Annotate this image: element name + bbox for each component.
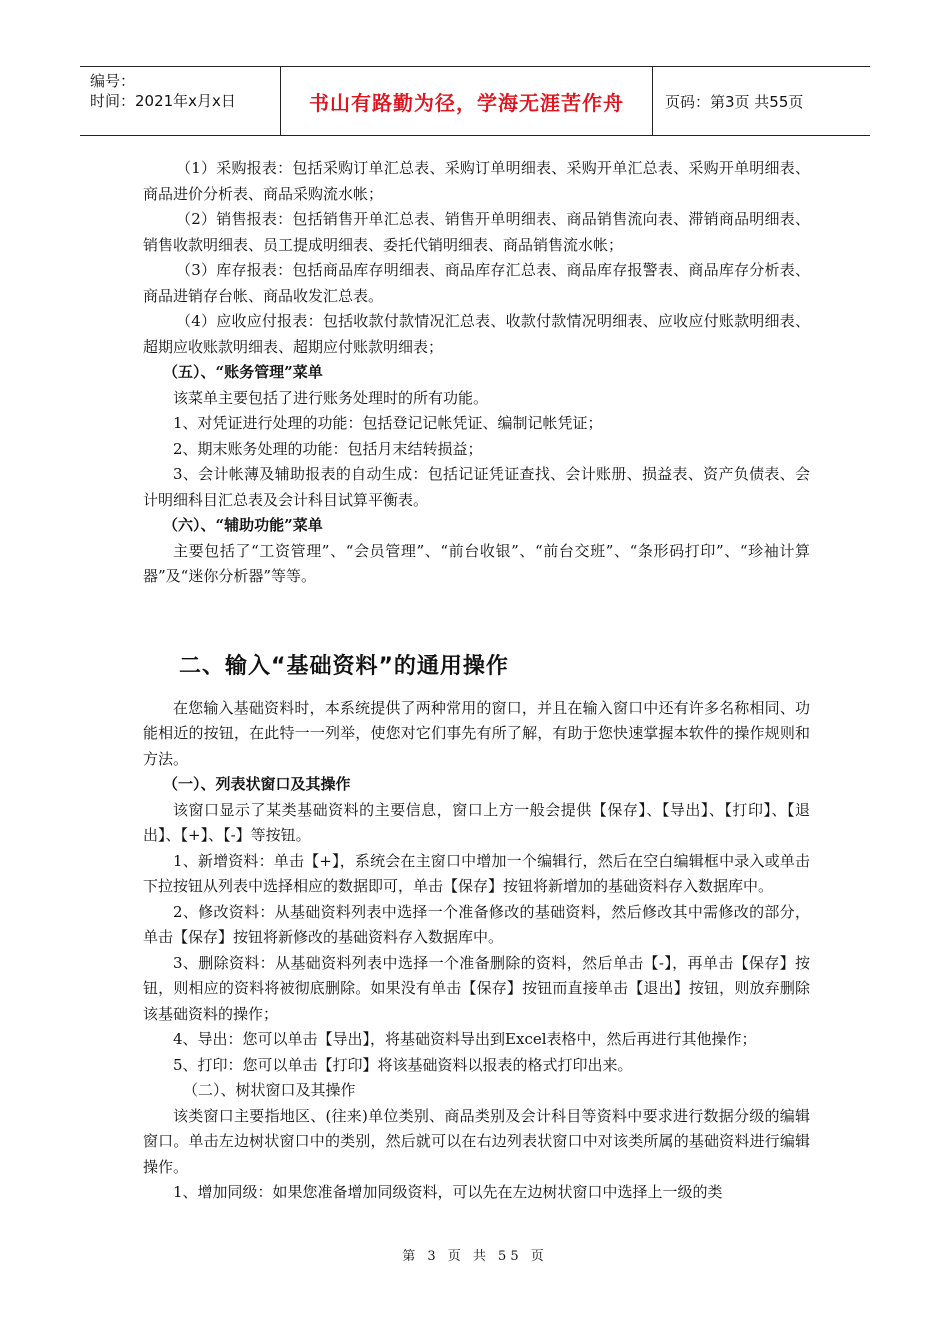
subsection-title: （一）、列表状窗口及其操作 (163, 775, 351, 793)
document-body (143, 156, 810, 1206)
subsection-title: （二）、树状窗口及其操作 (183, 1081, 356, 1099)
subsection-line: 2、修改资料：从基础资料列表中选择一个准备修改的基础资料，然后修改其中需修改的部分，单击【保存】按钮将新修改的基础资料存入数据库中。 (143, 902, 810, 946)
chapter-intro: 在您输入基础资料时，本系统提供了两种常用的窗口，并且在输入窗口中还有许多名称相同、功能相近的按钮，在此特一一列举，使您对它们事先有所了解，有助于您快速掌握本软件的操作规则和方法。 (143, 698, 810, 768)
section-line: 主要包括了“工资管理”、“会员管理”、“前台收银”、“前台交班”、“条形码打印”、“珍袖计算器”及“迷你分析器”等等。 (143, 541, 810, 585)
section-line: 2、期末账务处理的功能：包括月末结转损益； (173, 439, 483, 458)
subsection-line: 1、增加同级：如果您准备增加同级资料，可以先在左边树状窗口中选择上一级的类 (173, 1183, 723, 1201)
section-line: 3、会计帐薄及辅助报表的自动生成：包括记证凭证查找、会计账册、损益表、资产负债表、会计明细科目汇总表及会计科目试算平衡表。 (143, 465, 810, 509)
subsection-line: 1、新增资料：单击【+】，系统会在主窗口中增加一个编辑行，然后在空白编辑框中录入或单击下拉按钮从列表中选择相应的数据即可，单击【保存】按钮将新增加的基础资料存入数据库中。 (143, 851, 810, 895)
subsection-line: 3、删除资料：从基础资料列表中选择一个准备删除的资料，然后单击【-】，再单击【保存】按钮，则相应的资料将被彻底删除。如果没有单击【保存】按钮而直接单击【退出】按钮，则放弃删除该基础资料的操作； (143, 953, 810, 1023)
subsection-line: 4、导出：您可以单击【导出】，将基础资料导出到Excel表格中，然后再进行其他操作； (173, 1030, 757, 1048)
subsection-line: 该窗口显示了某类基础资料的主要信息，窗口上方一般会提供【保存】、【导出】、【打印】、【退出】、【+】、【-】等按钮。 (143, 800, 810, 844)
number-label: 编号： (90, 72, 136, 90)
report-paragraph: （1）采购报表：包括采购订单汇总表、采购订单明细表、采购开单汇总表、采购开单明细表、商品进价分析表、商品采购流水帐； (143, 159, 810, 203)
section-title: （六）、“辅助功能”菜单 (163, 516, 323, 534)
report-paragraph: （3）库存报表：包括商品库存明细表、商品库存汇总表、商品库存报警表、商品库存分析表、商品进销存台帐、商品收发汇总表。 (143, 261, 810, 305)
section-line: 该菜单主要包括了进行账务处理时的所有功能。 (173, 388, 489, 407)
section-title: （五）、“账务管理”菜单 (163, 363, 323, 381)
date-line: 时间：2021年x月x日 (90, 92, 236, 110)
section-line: 1、对凭证进行处理的功能：包括登记记帐凭证、编制记帐凭证； (173, 414, 603, 432)
report-paragraph: （4）应收应付报表：包括收款付款情况汇总表、收款付款情况明细表、应收应付账款明细表、超期应收账款明细表、超期应付账款明细表； (143, 312, 810, 356)
header-motto: 书山有路勤为径，学海无涯苦作舟 (281, 67, 653, 135)
subsection-line: 5、打印：您可以单击【打印】将该基础资料以报表的格式打印出来。 (173, 1055, 633, 1074)
chapter-title: 二、输入“基础资料”的通用操作 (179, 653, 509, 679)
subsection-line: 该类窗口主要指地区、(往来)单位类别、商品类别及会计科目等资料中要求进行数据分级的编辑窗口。单击左边树状窗口中的类别，然后就可以在右边列表状窗口中对该类所属的基础资料进行编辑操作。 (143, 1106, 810, 1176)
page-header (80, 66, 870, 136)
report-paragraph: （2）销售报表：包括销售开单汇总表、销售开单明细表、商品销售流向表、滞销商品明细表、销售收款明细表、员工提成明细表、委托代销明细表、商品销售流水帐； (143, 210, 810, 254)
page-footer: 第 3 页 共 55 页 (402, 1249, 548, 1264)
header-meta (80, 67, 281, 135)
header-page-info: 页码：第3页 共55页 (665, 92, 804, 111)
